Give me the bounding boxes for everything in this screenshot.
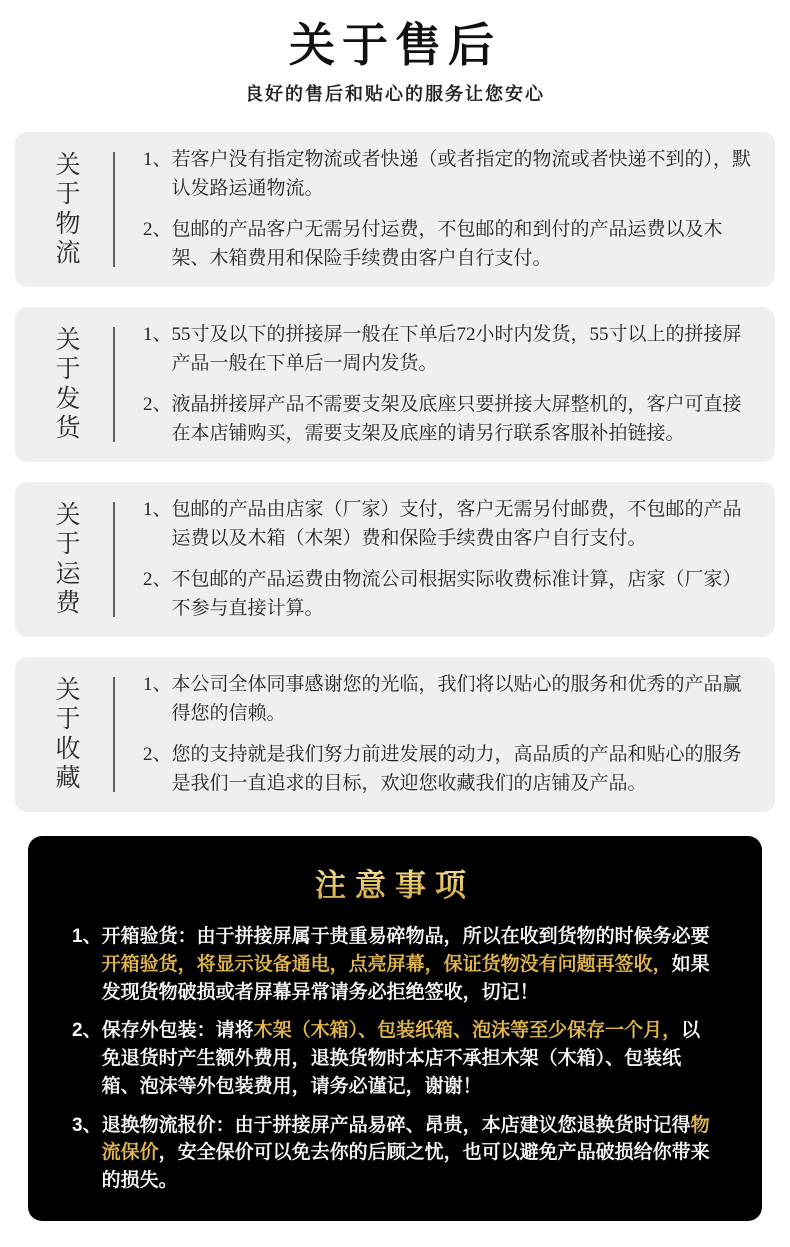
section-card-shipping	[15, 307, 775, 462]
section-divider	[113, 677, 115, 792]
section-divider	[113, 327, 115, 442]
item-text: 本公司全体同事感谢您的光临，我们将以贴心的服务和优秀的产品赢得您的信赖。	[171, 674, 742, 724]
notice-text-segment: 退换物流报价：由于拼接屏产品易碎、昂贵，本店建议您退换货时记得	[101, 1114, 691, 1136]
item-text: 液晶拼接屏产品不需要支架及底座只要拼接大屏整机的，客户可直接在本店铺购买，需要支架及底座的请另行联系客服补拍链接。	[171, 394, 742, 444]
item-number: 1、	[143, 499, 172, 521]
notice-text-segment: ，安全保价可以免去你的后顾之忧，也可以避免产品破损给你带来的损失。	[101, 1142, 710, 1192]
page-header	[0, 0, 790, 106]
item-number: 3、	[72, 1114, 102, 1136]
item-text	[102, 1017, 718, 1100]
notice-title: 注意事项	[72, 860, 718, 905]
section-card-logistics	[15, 132, 775, 287]
section-label: 关于运费	[55, 502, 81, 617]
section-card-freight	[15, 482, 775, 637]
item-text	[102, 923, 718, 1006]
item-text	[102, 1112, 718, 1195]
section-content	[143, 671, 753, 798]
notice-item	[72, 923, 718, 1006]
list-item	[143, 741, 753, 798]
item-number: 2、	[143, 394, 172, 416]
notice-text-highlight: 木架（木箱）、包装纸箱、泡沫等至少保存一个月，	[253, 1020, 682, 1042]
section-content	[143, 496, 753, 623]
section-divider	[113, 152, 115, 267]
item-text: 若客户没有指定物流或者快递（或者指定的物流或者快递不到的），默认发路运通物流。	[171, 149, 752, 199]
section-card-favorite	[15, 657, 775, 812]
section-content	[143, 321, 753, 448]
item-number: 1、	[143, 324, 172, 346]
list-item	[143, 566, 753, 623]
section-label: 关于收藏	[55, 677, 81, 792]
notice-text-segment: 以免退货时产生额外费用，退换货物时本店不承担木架（木箱）、包装纸箱、泡沫等外包装费用，请务必谨记，谢谢！	[101, 1020, 701, 1097]
item-text: 不包邮的产品运费由物流公司根据实际收费标准计算，店家（厂家）不参与直接计算。	[171, 569, 742, 619]
list-item	[143, 216, 753, 273]
list-item	[143, 321, 753, 378]
item-text: 您的支持就是我们努力前进发展的动力，高品质的产品和贴心的服务是我们一直追求的目标，欢迎您收藏我们的店铺及产品。	[171, 744, 742, 794]
item-number: 2、	[143, 219, 172, 241]
section-card-list	[0, 132, 790, 812]
notice-text-segment: 保存外包装：请将	[101, 1020, 254, 1042]
item-text: 55寸及以下的拼接屏一般在下单后72小时内发货，55寸以上的拼接屏产品一般在下单后一周内发货。	[171, 324, 742, 374]
notice-text-segment: 如果发现货物破损或者屏幕异常请务必拒绝签收，切记！	[101, 953, 710, 1003]
notice-item	[72, 1112, 718, 1195]
item-text: 包邮的产品客户无需另付运费，不包邮的和到付的产品运费以及木架、木箱费用和保险手续费由客户自行支付。	[171, 219, 723, 269]
page-subtitle: 良好的售后和贴心的服务让您安心	[245, 84, 545, 105]
notice-panel	[28, 836, 762, 1221]
section-label: 关于发货	[55, 327, 81, 442]
item-number: 1、	[143, 674, 172, 696]
section-label: 关于物流	[55, 152, 81, 267]
item-number: 1、	[143, 149, 172, 171]
list-item	[143, 391, 753, 448]
notice-text-segment: 开箱验货：由于拼接屏属于贵重易碎物品，所以在收到货物的时候务必要	[101, 926, 710, 948]
item-number: 2、	[143, 569, 172, 591]
item-number: 1、	[72, 926, 102, 948]
page-title: 关于售后	[289, 20, 501, 71]
list-item	[143, 146, 753, 203]
section-divider	[113, 502, 115, 617]
list-item	[143, 671, 753, 728]
section-content	[143, 146, 753, 273]
notice-text-highlight: 物流保价	[101, 1114, 710, 1164]
item-text: 包邮的产品由店家（厂家）支付，客户无需另付邮费，不包邮的产品运费以及木箱（木架）费和保险手续费由客户自行支付。	[171, 499, 742, 549]
item-number: 2、	[72, 1020, 102, 1042]
notice-item	[72, 1017, 718, 1100]
list-item	[143, 496, 753, 553]
notice-text-highlight: 开箱验货，将显示设备通电，点亮屏幕，保证货物没有问题再签收，	[101, 953, 672, 975]
item-number: 2、	[143, 744, 172, 766]
